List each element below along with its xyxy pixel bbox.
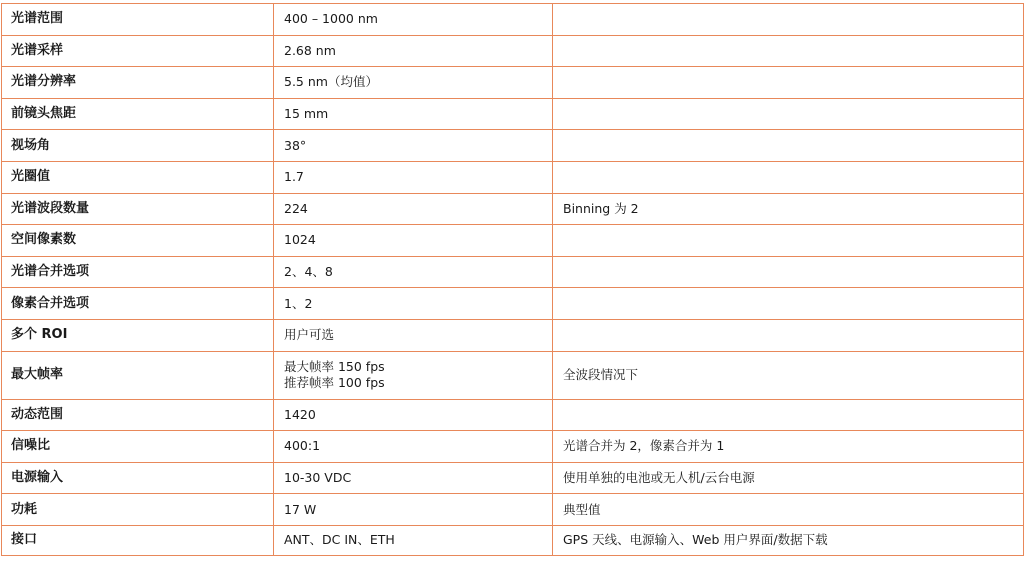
table-row bbox=[2, 431, 1024, 463]
row-note bbox=[553, 256, 1024, 288]
table-row bbox=[2, 351, 1024, 399]
row-note bbox=[553, 288, 1024, 320]
row-label: 信噪比 bbox=[2, 431, 274, 463]
row-label: 光谱波段数量 bbox=[2, 193, 274, 225]
table-row bbox=[2, 161, 1024, 193]
row-value: 1.7 bbox=[274, 161, 553, 193]
row-note bbox=[553, 161, 1024, 193]
row-value: 10-30 VDC bbox=[274, 462, 553, 494]
row-note: Binning 为 2 bbox=[553, 193, 1024, 225]
row-label: 多个 ROI bbox=[2, 319, 274, 351]
row-label: 光圈值 bbox=[2, 161, 274, 193]
row-value bbox=[274, 351, 553, 399]
row-value: 1、2 bbox=[274, 288, 553, 320]
row-label: 功耗 bbox=[2, 494, 274, 526]
row-value: 5.5 nm（均值） bbox=[274, 67, 553, 99]
row-value: 15 mm bbox=[274, 98, 553, 130]
row-value: 2.68 nm bbox=[274, 35, 553, 67]
row-label: 光谱分辨率 bbox=[2, 67, 274, 99]
row-value-line: 推荐帧率 100 fps bbox=[284, 375, 385, 391]
row-value: 400:1 bbox=[274, 431, 553, 463]
table-row bbox=[2, 4, 1024, 36]
row-label: 空间像素数 bbox=[2, 225, 274, 257]
table-row bbox=[2, 399, 1024, 431]
row-value: 用户可选 bbox=[274, 319, 553, 351]
row-label: 接口 bbox=[2, 525, 274, 555]
table-row bbox=[2, 525, 1024, 555]
row-note bbox=[553, 399, 1024, 431]
row-note: 典型值 bbox=[553, 494, 1024, 526]
row-label: 光谱合并选项 bbox=[2, 256, 274, 288]
row-label: 电源输入 bbox=[2, 462, 274, 494]
row-note bbox=[553, 225, 1024, 257]
row-label: 动态范围 bbox=[2, 399, 274, 431]
row-label: 前镜头焦距 bbox=[2, 98, 274, 130]
row-note bbox=[553, 35, 1024, 67]
row-value: 1420 bbox=[274, 399, 553, 431]
table-row bbox=[2, 288, 1024, 320]
row-value: ANT、DC IN、ETH bbox=[274, 525, 553, 555]
row-note bbox=[553, 67, 1024, 99]
spec-table bbox=[1, 3, 1024, 556]
row-note bbox=[553, 130, 1024, 162]
row-label: 光谱采样 bbox=[2, 35, 274, 67]
row-value: 224 bbox=[274, 193, 553, 225]
table-row bbox=[2, 494, 1024, 526]
table-row bbox=[2, 462, 1024, 494]
spec-table-container bbox=[1, 3, 1023, 556]
table-row bbox=[2, 130, 1024, 162]
row-note bbox=[553, 319, 1024, 351]
table-row bbox=[2, 256, 1024, 288]
row-label: 像素合并选项 bbox=[2, 288, 274, 320]
row-label: 最大帧率 bbox=[2, 351, 274, 399]
table-row bbox=[2, 35, 1024, 67]
row-note: GPS 天线、电源输入、Web 用户界面/数据下载 bbox=[553, 525, 1024, 555]
row-value: 17 W bbox=[274, 494, 553, 526]
table-row bbox=[2, 225, 1024, 257]
table-row bbox=[2, 193, 1024, 225]
table-row bbox=[2, 98, 1024, 130]
row-value: 400 – 1000 nm bbox=[274, 4, 553, 36]
row-note bbox=[553, 98, 1024, 130]
row-label: 光谱范围 bbox=[2, 4, 274, 36]
row-label: 视场角 bbox=[2, 130, 274, 162]
row-note: 使用单独的电池或无人机/云台电源 bbox=[553, 462, 1024, 494]
row-note bbox=[553, 4, 1024, 36]
row-value: 38° bbox=[274, 130, 553, 162]
row-note: 光谱合并为 2，像素合并为 1 bbox=[553, 431, 1024, 463]
table-row bbox=[2, 67, 1024, 99]
row-value: 1024 bbox=[274, 225, 553, 257]
row-value-line: 最大帧率 150 fps bbox=[284, 359, 385, 375]
row-note: 全波段情况下 bbox=[553, 351, 1024, 399]
row-value: 2、4、8 bbox=[274, 256, 553, 288]
table-row bbox=[2, 319, 1024, 351]
